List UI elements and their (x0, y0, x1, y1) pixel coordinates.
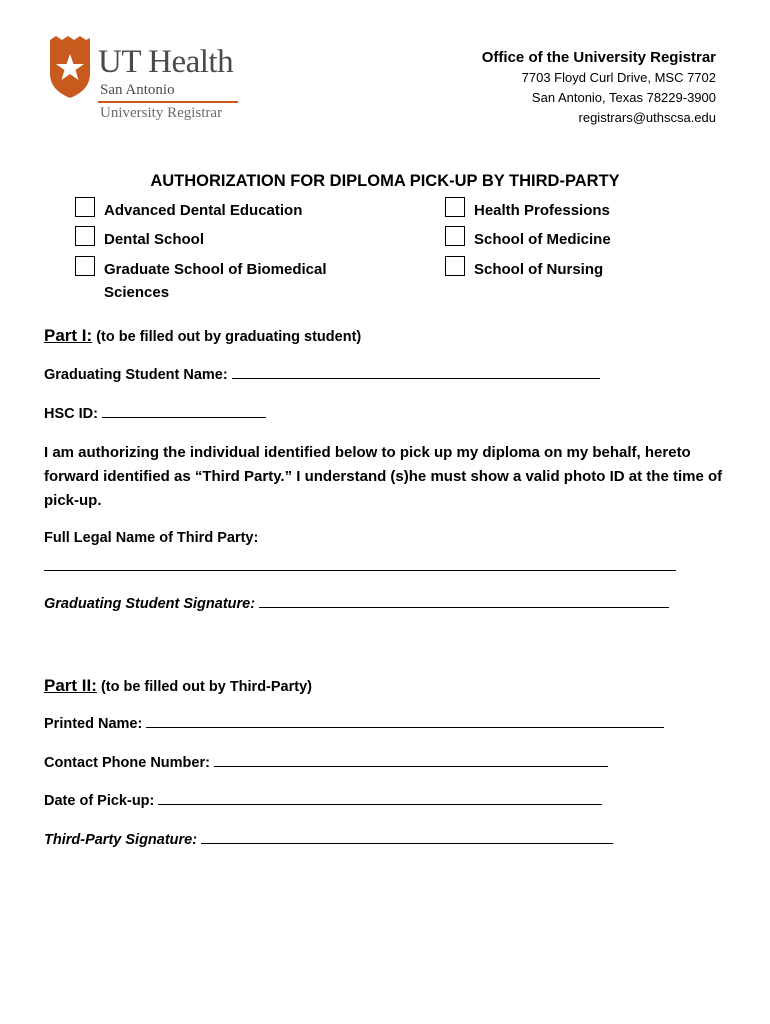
logo-wordmark: UT Health (98, 44, 234, 80)
logo-divider (98, 101, 238, 103)
phone-field[interactable] (44, 754, 608, 771)
third-party-name-label: Full Legal Name of Third Party: (44, 530, 259, 546)
shield-star-icon (46, 36, 94, 100)
checkbox-label: Health Professions (474, 202, 610, 219)
part-1-heading (44, 326, 361, 346)
checkbox-row-school-of-nursing[interactable] (445, 258, 603, 281)
logo-subtitle: San Antonio (100, 82, 175, 98)
ut-health-logo (46, 36, 246, 126)
pickup-date-line[interactable] (158, 792, 602, 805)
authorization-statement: I am authorizing the individual identified below to pick up my diploma on my behalf, hereto forward identified as “Third Party.” I understand (s)he must show a valid photo ID at the time of pick-up. (44, 444, 723, 509)
part-1-number: Part I: (44, 326, 93, 345)
checkbox-label: School of Medicine (474, 231, 611, 248)
student-signature-line[interactable] (259, 595, 669, 608)
checkbox-dental-school[interactable] (75, 226, 95, 246)
checkbox-advanced-dental[interactable] (75, 197, 95, 217)
street-address: 7703 Floyd Curl Drive, MSC 7702 (521, 70, 716, 85)
logo-department: University Registrar (100, 105, 223, 121)
pickup-date-label: Date of Pick-up: (44, 793, 155, 809)
checkbox-graduate-biomedical[interactable] (75, 256, 95, 276)
checkbox-label: School of Nursing (474, 261, 604, 278)
checkbox-school-of-nursing[interactable] (445, 256, 465, 276)
office-name: Office of the University Registrar (481, 49, 716, 66)
third-party-signature-field[interactable] (44, 831, 613, 848)
registrar-address-block (482, 48, 716, 128)
checkbox-school-of-medicine[interactable] (445, 226, 465, 246)
part-2-heading (44, 676, 312, 696)
student-signature-label: Graduating Student Signature: (44, 596, 256, 612)
third-party-signature-line[interactable] (201, 831, 613, 844)
printed-name-field[interactable] (44, 715, 664, 732)
pickup-date-field[interactable] (44, 792, 602, 809)
student-name-line[interactable] (232, 366, 600, 379)
checkbox-health-professions[interactable] (445, 197, 465, 217)
city-state-zip: San Antonio, Texas 78229-3900 (531, 90, 716, 105)
hsc-id-label: HSC ID: (44, 406, 98, 422)
email-address: registrars@uthscsa.edu (578, 110, 716, 125)
checkbox-row-advanced-dental[interactable] (75, 199, 302, 222)
phone-label: Contact Phone Number: (44, 755, 210, 771)
checkbox-row-health-professions[interactable] (445, 199, 610, 222)
checkbox-label: Graduate School of Biomedical Sciences (104, 261, 327, 301)
student-signature-field[interactable] (44, 595, 669, 612)
phone-line[interactable] (214, 754, 608, 767)
part-1-note: (to be filled out by graduating student) (96, 329, 362, 345)
hsc-id-field[interactable] (44, 405, 266, 422)
part-2-number: Part II: (44, 676, 97, 695)
checkbox-row-school-of-medicine[interactable] (445, 228, 611, 251)
student-name-field[interactable] (44, 366, 600, 383)
printed-name-label: Printed Name: (44, 716, 143, 732)
form-title: AUTHORIZATION FOR DIPLOMA PICK-UP BY THIRD-PARTY (150, 172, 620, 190)
printed-name-line[interactable] (146, 715, 664, 728)
third-party-signature-label: Third-Party Signature: (44, 832, 198, 848)
checkbox-label: Advanced Dental Education (104, 202, 303, 219)
checkbox-row-dental-school[interactable] (75, 228, 204, 251)
part-2-note: (to be filled out by Third-Party) (100, 679, 312, 695)
checkbox-row-graduate-biomedical[interactable] (75, 258, 344, 304)
third-party-name-line[interactable] (44, 570, 676, 571)
student-name-label: Graduating Student Name: (44, 367, 228, 383)
hsc-id-line[interactable] (102, 405, 266, 418)
checkbox-label: Dental School (104, 231, 205, 248)
